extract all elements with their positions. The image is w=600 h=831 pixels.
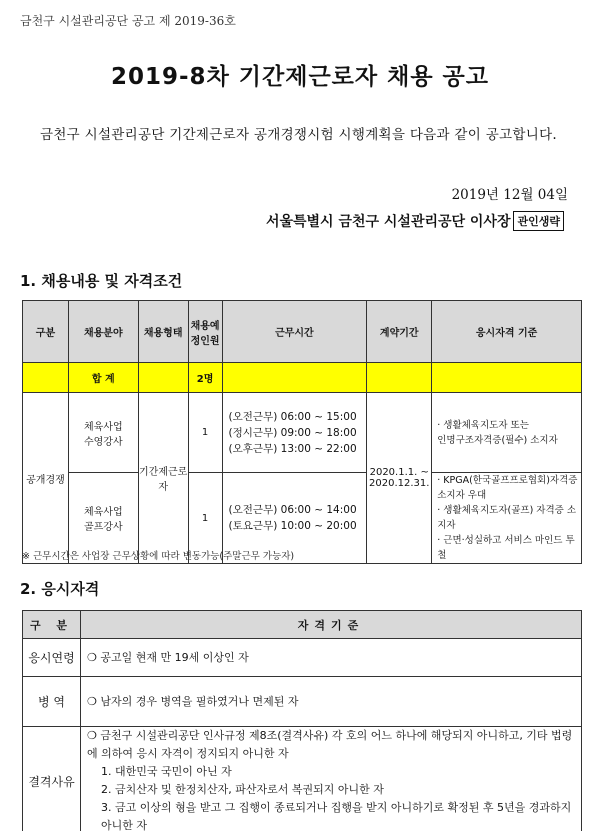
header-type: 채용형태: [138, 301, 188, 363]
table-header-row: [23, 611, 582, 639]
intro-paragraph: 금천구 시설관리공단 기간제근로자 공개경쟁시험 시행계획을 다음과 같이 공고합니다.: [40, 127, 558, 143]
header-category: 구 분: [23, 611, 81, 639]
eligibility-table: [22, 610, 582, 831]
field-cell: 체육사업 골프강사: [68, 473, 138, 564]
contract-period-cell: 2020.1.1. ~ 2020.12.31.: [367, 393, 432, 564]
category-cell: 결격사유: [23, 727, 81, 831]
signer-name: 서울특별시 금천구 시설관리공단 이사장: [265, 214, 511, 230]
header-qualification: 응시자격 기준: [432, 301, 582, 363]
qualification-cell: · KPGA(한국골프프로협회)자격증 소지자 우대 · 생활체육지도자(골프) 자격증 소지자 · 근면·성실하고 서비스 마인드 투철: [432, 473, 582, 564]
criteria-cell: ❍ 금천구 시설관리공단 인사규정 제8조(결격사유) 각 호의 어느 하나에 해당되지 아니하고, 기타 법령에 의하여 응시 자격이 정지되지 아니한 자 1. 대한민국 국민이 아닌 자 2. 금치산자 및 한정치산자, 파산자로서 복권되지 아니한 자 3. 금고 이상의 형을 받고 그 집행이 종료되거나 집행을 받지 아니하기로 확정된 후 5년을 경과하지 아니한 자: [81, 727, 582, 831]
hours-cell: (오전근무) 06:00 ~ 15:00 (정시근무) 09:00 ~ 18:00 (오후근무) 13:00 ~ 22:00: [222, 393, 367, 473]
recruitment-table: [22, 300, 582, 564]
signer-block: [266, 211, 564, 231]
header-category: 구분: [23, 301, 69, 363]
field-cell: 체육사업 수영강사: [68, 393, 138, 473]
page-title: 2019-8차 기간제근로자 채용 공고: [111, 64, 489, 90]
category-cell: 응시연령: [23, 639, 81, 677]
section-2-title: 2. 응시자격: [20, 580, 100, 598]
header-count: 채용예정인원: [188, 301, 222, 363]
hours-cell: (오전근무) 06:00 ~ 14:00 (토요근무) 10:00 ~ 20:00: [222, 473, 367, 564]
list-item: 3. 금고 이상의 형을 받고 그 집행이 종료되거나 집행을 받지 아니하기로 확정된 후 5년을 경과하지 아니한 자: [101, 801, 572, 831]
table-row: [23, 677, 582, 727]
total-label: 합 계: [68, 363, 138, 393]
notice-number: 금천구 시설관리공단 공고 제 2019-36호: [20, 14, 236, 28]
header-period: 계약기간: [367, 301, 432, 363]
total-count: 2명: [188, 363, 222, 393]
table-header-row: [23, 301, 582, 363]
criteria-cell: ❍ 남자의 경우 병역을 필하였거나 면제된 자: [81, 677, 582, 727]
header-field: 채용분야: [68, 301, 138, 363]
seal-omitted-badge: 관인생략: [513, 211, 564, 231]
list-item: 1. 대한민국 국민이 아닌 자: [101, 765, 232, 778]
criteria-cell: ❍ 공고일 현재 만 19세 이상인 자: [81, 639, 582, 677]
employment-type-cell: 기간제근로자: [138, 393, 188, 564]
hours-note: ※ 근무시간은 사업장 근무상황에 따라 변동가능(주말근무 가능자): [22, 551, 295, 562]
notice-date: 2019년 12월 04일: [451, 187, 568, 203]
category-cell: 병 역: [23, 677, 81, 727]
qualification-cell: · 생활체육지도자 또는 인명구조자격증(필수) 소지자: [432, 393, 582, 473]
header-hours: 근무시간: [222, 301, 367, 363]
count-cell: 1: [188, 393, 222, 473]
table-row: [23, 639, 582, 677]
list-item: 2. 금치산자 및 한정치산자, 파산자로서 복권되지 아니한 자: [101, 783, 384, 796]
table-row: [23, 727, 582, 831]
header-criteria: 자격기준: [81, 611, 582, 639]
total-row: [23, 363, 582, 393]
count-cell: 1: [188, 473, 222, 564]
group-cell: 공개경쟁: [23, 393, 69, 564]
table-row: [23, 393, 582, 473]
section-1-title: 1. 채용내용 및 자격조건: [20, 272, 183, 290]
